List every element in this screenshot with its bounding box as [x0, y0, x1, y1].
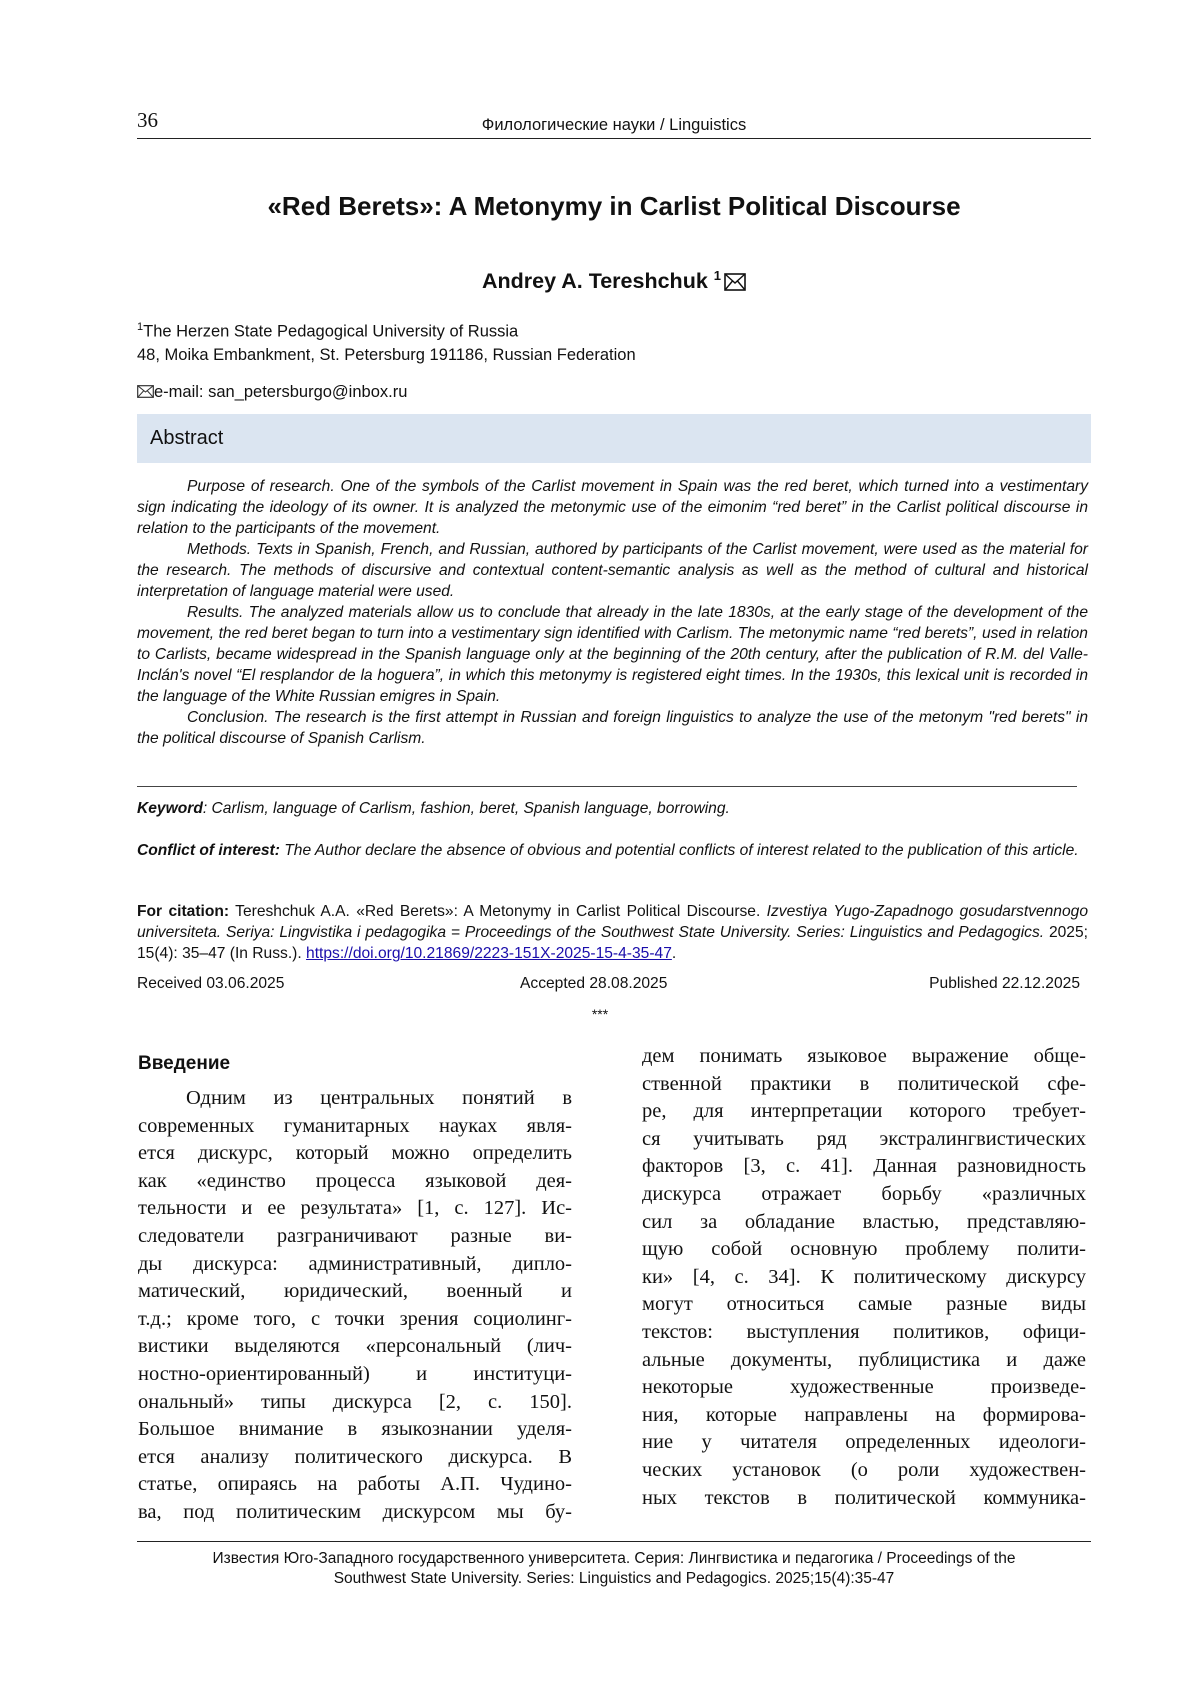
- text-line: как «единство процесса языковой дея-: [138, 1169, 572, 1192]
- text-line: некоторые художественные произведе-: [642, 1376, 1086, 1399]
- abstract-heading-bar: [137, 414, 1091, 463]
- text-line: ональный» типы дискурса [2, с. 150].: [138, 1390, 572, 1413]
- envelope-small-icon: [137, 383, 154, 401]
- text-line: могут относиться самые разные виды: [642, 1293, 1086, 1316]
- affiliation-address: 48, Moika Embankment, St. Petersburg 191186, Russian Federation: [137, 346, 636, 364]
- journal-footer: [137, 1549, 1091, 1588]
- body-column-left: [138, 1085, 572, 1527]
- accepted-date: Accepted 28.08.2025: [520, 975, 668, 992]
- affiliation-name: $^1$The Herzen State Pedagogical University of Russia: [137, 321, 519, 341]
- text-line: Большое внимание в языкознании уделя-: [138, 1418, 572, 1441]
- text-line: альные документы, публицистика и даже: [642, 1348, 1086, 1371]
- author-affiliation-mark: 1: [713, 268, 722, 283]
- text-line: ки» [4, с. 34]. К политическому дискурсу: [642, 1265, 1086, 1288]
- text-line: вистики выделяются «персональный (лич-: [138, 1335, 572, 1358]
- citation-label: For citation:: [137, 903, 230, 920]
- text-line: дискурса отражает борьбу «различных: [642, 1182, 1086, 1205]
- abstract-heading: Abstract: [150, 427, 224, 449]
- body-column-right: [642, 1043, 1086, 1512]
- footer-line: Southwest State University. Series: Linguistics and Pedagogics. 2025;15(4):35-47: [333, 1569, 895, 1587]
- text-line: ва, под политическим дискурсом мы бу-: [138, 1500, 572, 1523]
- text-line: ре, для интерпретации которого требует-: [642, 1100, 1086, 1123]
- author-line: [137, 268, 1091, 297]
- abstract-purpose: Purpose of research. One of the symbols of the Carlist movement in Spain was the red beret, which turned into a vestimentary sign indicating the ideology of its owner. It is analyzed the metonymic use of the eimonim “red beret” in the Carlist political discourse in relation to the participants of the movement.: [137, 478, 1088, 537]
- abstract-body: [137, 476, 1088, 749]
- text-line: ных текстов в политической коммуника-: [642, 1486, 1086, 1509]
- text-line: ственной практики в политической сфе-: [642, 1072, 1086, 1095]
- footer-line: Известия Юго-Западного государственного университета. Серия: Лингвистика и педагогика / Proceedings of the: [212, 1550, 1016, 1567]
- text-line: матический, юридический, военный и: [138, 1280, 572, 1303]
- text-line: щую собой основную проблему полити-: [642, 1238, 1086, 1261]
- email-line: [137, 383, 407, 402]
- text-line: ностно-ориентированный) и институци-: [138, 1362, 572, 1385]
- citation: For citation: Tereshchuk A.A. «Red Berets»: A Metonymy in Carlist Political Discourse. Izvestiya Yugo-Zapadnogo gosudarstvennogo universiteta. Seriya: Lingvistika i pedagogika = Proceedings of the Southwest State University. Series: Linguistics and Pedagogics. 2025; 15(4): 35–47 (In Russ.). https://doi.org/10.21869/2223-151X-2025-15-4-35-47.: [137, 903, 1088, 962]
- citation-journal: Izvestiya Yugo-Zapadnogo gosudarstvennogo universiteta. Seriya: Lingvistika i pedagogika = Proceedings of the Southwest State University. Series: Linguistics and Pedagogics.: [137, 903, 1088, 941]
- affiliation-mark: 1: [137, 321, 144, 333]
- text-line: современных гуманитарных науках явля-: [138, 1114, 572, 1137]
- text-line: ческих установок (о роли художествен-: [642, 1458, 1086, 1481]
- journal-section: Филологические науки / Linguistics: [481, 116, 747, 134]
- text-line: тельности и ее результата» [1, с. 127]. Ис-: [138, 1197, 572, 1220]
- text-line: текстов: выступления политиков, офици-: [642, 1320, 1086, 1343]
- conflict-of-interest: [137, 840, 1088, 861]
- abstract-results: Results. The analyzed materials allow us to conclude that already in the late 1830s, at the early stage of the development of the movement, the red beret began to turn into a vestimentary sign identified with Carlism. The metonymic name “red berets”, used in relation to Carlists, became widespread in the Spanish language only at the beginning of the 20th century, after the publication of R.M. del Valle-Inclán's novel “El resplandor de la hoguera”, in which this metonymy is registered eight times. In the 1930s, this lexical unit is recorded in the language of the White Russian emigres in Spain.: [137, 604, 1088, 705]
- footer-divider: [137, 1541, 1091, 1542]
- section-separator: ***: [591, 1006, 609, 1022]
- text-line: Одним из центральных понятий в: [186, 1087, 572, 1109]
- page-number: 36: [137, 108, 158, 132]
- text-line: следователи разграничивают разные ви-: [138, 1224, 572, 1247]
- introduction-heading: Введение: [138, 1053, 231, 1074]
- abstract-conclusion: Conclusion. The research is the first attempt in Russian and foreign linguistics to analyze the use of the metonym "red berets" in the political discourse of Spanish Carlism.: [137, 709, 1088, 747]
- text-line: ется анализу политического дискурса. В: [138, 1445, 572, 1468]
- author-name: Andrey A. Tereshchuk: [481, 269, 708, 294]
- doi-link[interactable]: https://doi.org/10.21869/2223-151X-2025-15-4-35-47: [306, 945, 672, 962]
- text-line: дем понимать языковое выражение обще-: [642, 1045, 1086, 1067]
- text-line: т.д.; кроме того, с точки зрения социолинг-: [138, 1307, 572, 1330]
- abstract-divider: [137, 786, 1077, 787]
- article-title: «Red Berets»: A Metonymy in Carlist Political Discourse: [267, 191, 961, 221]
- keywords-label: Keyword: [137, 800, 203, 817]
- received-date: Received 03.06.2025: [137, 975, 285, 992]
- text-line: ния, которые направлены на формирова-: [642, 1403, 1086, 1426]
- text-line: сил за обладание властью, представляю-: [642, 1210, 1086, 1233]
- envelope-icon[interactable]: [724, 272, 746, 297]
- citation-details: 2025; 15(4): 35–47 (In Russ.).: [137, 924, 1088, 962]
- citation-lead: Tereshchuk A.A. «Red Berets»: A Metonymy in Carlist Political Discourse.: [229, 903, 767, 920]
- text-line: ся учитывать ряд экстралингвистических: [642, 1127, 1086, 1150]
- abstract-methods: Methods. Texts in Spanish, French, and Russian, authored by participants of the Carlist movement, were used as the material for the research. The methods of discursive and contextual content-semantic analysis as well as the method of cultural and historical interpretation of language material were used.: [137, 541, 1088, 600]
- conflict-text: The Author declare the absence of obvious and potential conflicts of interest related to the publication of this article.: [279, 842, 1079, 859]
- keywords: [137, 798, 1088, 819]
- published-date: Published 22.12.2025: [929, 975, 1080, 992]
- text-line: ется дискурс, который можно определить: [138, 1142, 572, 1165]
- conflict-label: Conflict of interest:: [137, 842, 280, 859]
- text-line: ды дискурса: административный, дипло-: [138, 1252, 572, 1275]
- keywords-text: : Carlism, language of Carlism, fashion, beret, Spanish language, borrowing.: [202, 800, 730, 817]
- email-address[interactable]: e-mail: san_petersburgo@inbox.ru: [154, 383, 408, 401]
- text-line: ние у читателя определенных идеологи-: [642, 1431, 1086, 1454]
- text-line: факторов [3, с. 41]. Данная разновидность: [642, 1155, 1086, 1178]
- running-head: [137, 104, 1091, 139]
- text-line: статье, опираясь на работы А.П. Чудино-: [138, 1473, 572, 1496]
